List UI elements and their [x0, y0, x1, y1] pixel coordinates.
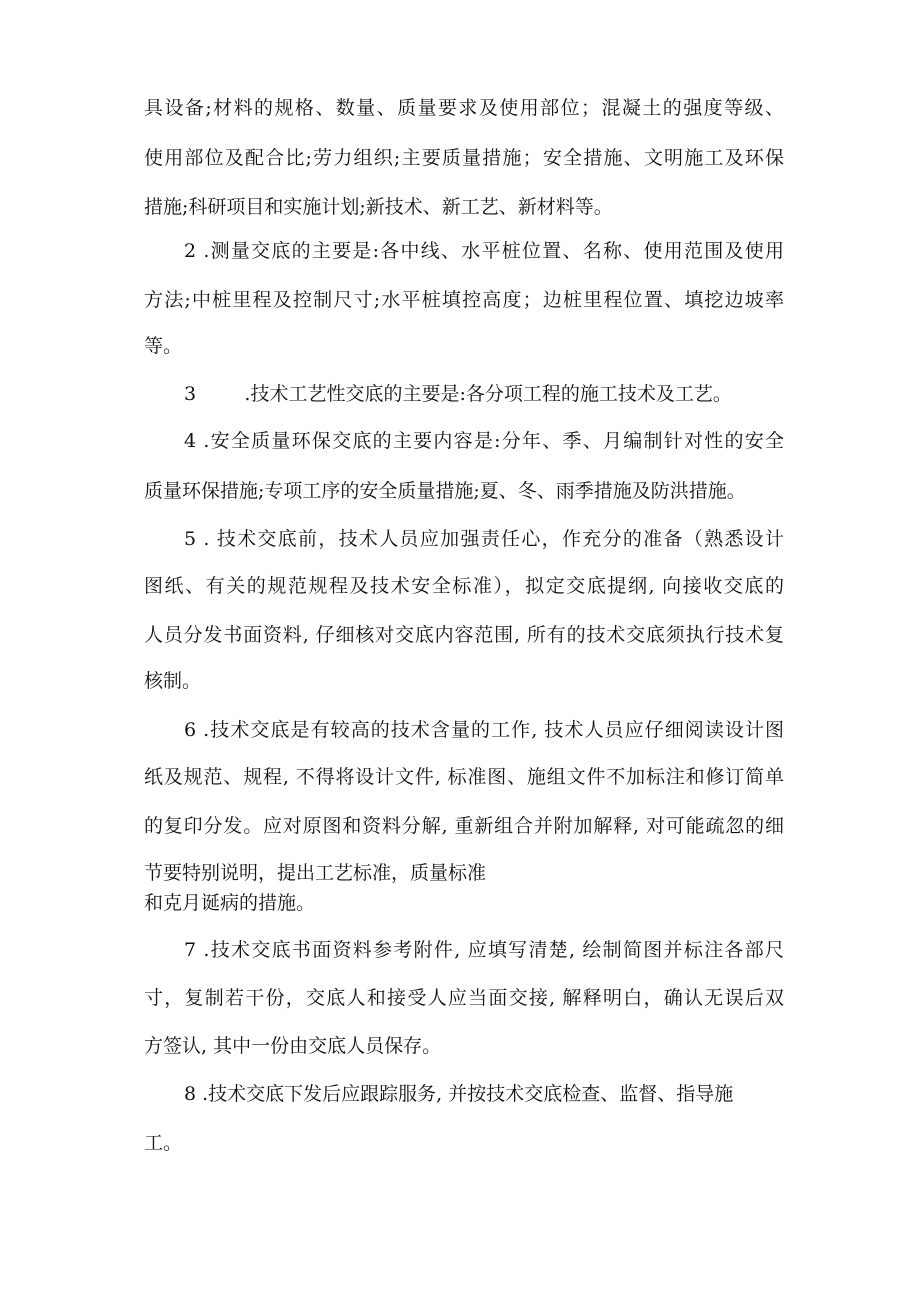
text-line: 的复印分发。应对原图和资料分解, 重新组合并附加解释, 对可能疏忽的细 [144, 815, 784, 837]
text-line: 方法;中桩里程及控制尺寸;水平桩填控高度；边桩里程位置、填挖边坡率 [144, 289, 784, 311]
text-line: 4 .安全质量环保交底的主要内容是:分年、季、月编制针对性的安全 [184, 430, 784, 452]
text-line: 措施;科研项目和实施计划;新技术、新工艺、新材料等。 [144, 196, 613, 218]
text-line: 和克月诞病的措施。 [144, 892, 316, 914]
text-line: 5 . 技术交底前，技术人员应加强责任心，作充分的准备（熟悉设计 [184, 528, 784, 550]
text-line: 使用部位及配合比;劳力组织;主要质量措施；安全措施、文明施工及环保 [144, 147, 784, 169]
text-line: 方签认, 其中一份由交底人员保存。 [144, 1035, 442, 1057]
text-line: 核制。 [144, 670, 202, 692]
text-line: 7 .技术交底书面资料参考附件, 应填写清楚, 绘制简图并标注各部尺 [184, 939, 784, 961]
text-line: 等。 [144, 335, 183, 357]
text-line: 8 .技术交底下发后应跟踪服务, 并按技术交底检查、监督、指导施 [184, 1083, 734, 1105]
text-line: 寸，复制若干份，交底人和接受人应当面交接, 解释明白，确认无误后双 [144, 987, 784, 1009]
text-line: 图纸、有关的规范规程及技术安全标准），拟定交底提纲, 向接收交底的 [144, 575, 784, 597]
text-line: 6 .技术交底是有较高的技术含量的工作, 技术人员应仔细阅读设计图 [184, 719, 784, 741]
text-line: 2 .测量交底的主要是:各中线、水平桩位置、名称、使用范围及使用 [184, 240, 784, 262]
text-line: 具设备;材料的规格、数量、质量要求及使用部位；混凝土的强度等级、 [144, 97, 784, 119]
text-line: 3 .技术工艺性交底的主要是:各分项工程的施工技术及工艺。 [184, 383, 732, 405]
text-line: 纸及规范、规程, 不得将设计文件, 标准图、施组文件不加标注和修订简单 [144, 766, 784, 788]
text-line: 人员分发书面资料, 仔细核对交底内容范围, 所有的技术交底须执行技术复 [144, 624, 784, 646]
text-line: 质量环保措施;专项工序的安全质量措施;夏、冬、雨季措施及防洪措施。 [144, 480, 746, 502]
text-line: 节要特别说明，提出工艺标准，质量标准 [144, 862, 487, 884]
text-line: 工。 [144, 1132, 183, 1154]
